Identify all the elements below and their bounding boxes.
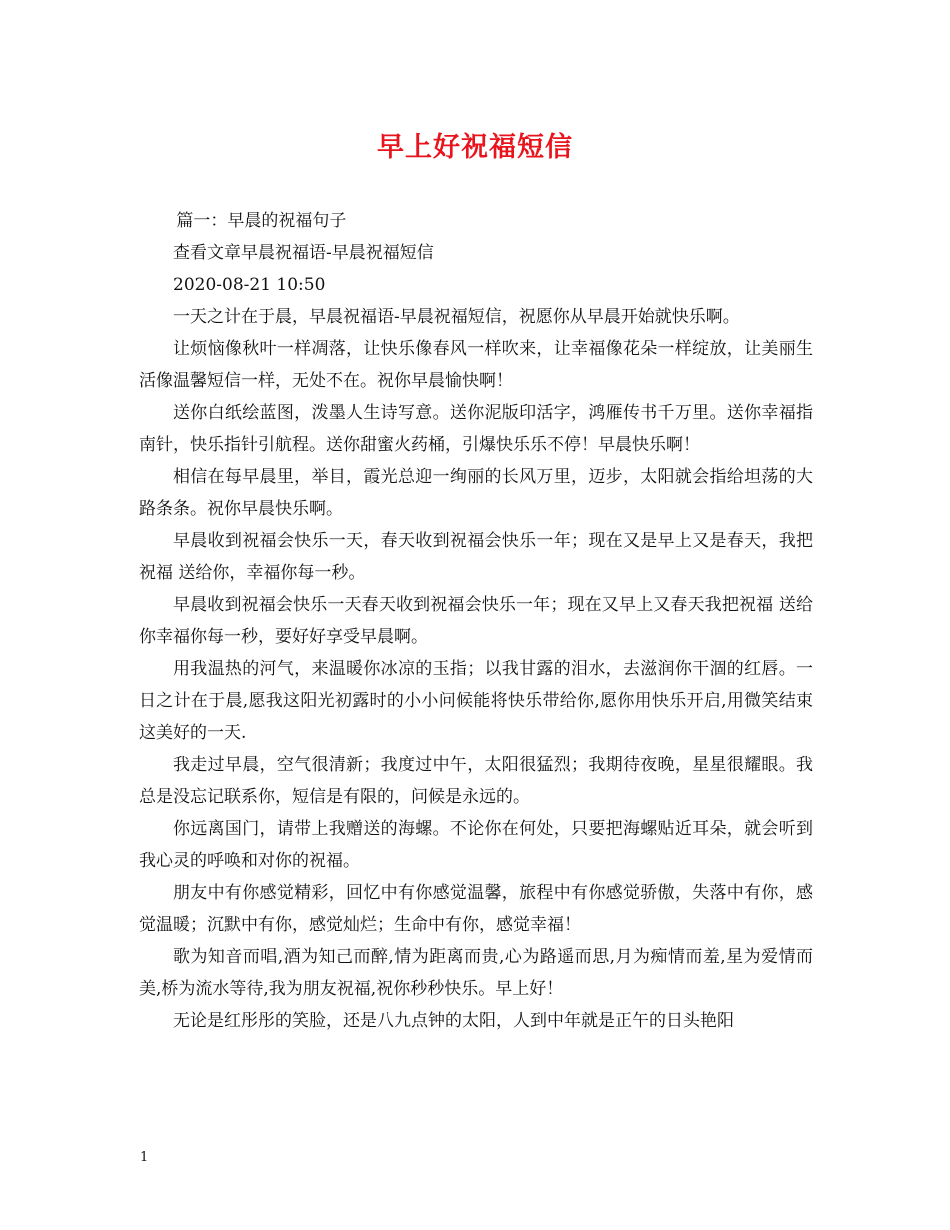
paragraph-section-heading: 篇一：早晨的祝福句子 (176, 211, 347, 231)
paragraph: 用我温热的河气，来温暖你冰凉的玉指；以我甘露的泪水，去滋润你干涸的红唇。一日之计在于晨,愿我这阳光初露时的小小问候能将快乐带给你,愿你用快乐开启,用微笑结束这美好的一天. (139, 659, 813, 743)
paragraph: 朋友中有你感觉精彩，回忆中有你感觉温馨，旅程中有你感觉骄傲，失落中有你，感觉温暖；沉默中有你，感觉灿烂；生命中有你，感觉幸福！ (139, 883, 813, 935)
paragraph: 无论是红彤彤的笑脸，还是八九点钟的太阳，人到中年就是正午的日头艳阳 (173, 1011, 734, 1031)
paragraph: 送你白纸绘蓝图，泼墨人生诗写意。送你泥版印活字，鸿雁传书千万里。送你幸福指南针，快乐指针引航程。送你甜蜜火药桶，引爆快乐乐不停！早晨快乐啊！ (139, 403, 813, 455)
paragraph: 你远离国门，请带上我赠送的海螺。不论你在何处，只要把海螺贴近耳朵，就会听到我心灵的呼唤和对你的祝福。 (139, 819, 813, 871)
document-title: 早上好祝福短信 (377, 132, 573, 163)
paragraph: 让烦恼像秋叶一样凋落，让快乐像春风一样吹来，让幸福像花朵一样绽放，让美丽生活像温馨短信一样，无处不在。祝你早晨愉快啊！ (139, 339, 813, 391)
paragraph: 我走过早晨，空气很清新；我度过中午，太阳很猛烈；我期待夜晚，星星很耀眼。我总是没忘记联系你，短信是有限的，问候是永远的。 (139, 755, 813, 807)
page-number: 1 (140, 1150, 149, 1165)
paragraph-timestamp: 2020-08-21 10:50 (173, 275, 326, 295)
paragraph-article-link: 查看文章早晨祝福语-早晨祝福短信 (173, 243, 434, 263)
document-body (139, 205, 813, 1037)
paragraph: 早晨收到祝福会快乐一天春天收到祝福会快乐一年；现在又早上又春天我把祝福 送给你幸福你每一秒，要好好享受早晨啊。 (139, 595, 813, 647)
paragraph: 早晨收到祝福会快乐一天，春天收到祝福会快乐一年；现在又是早上又是春天，我把祝福 送给你，幸福你每一秒。 (139, 531, 813, 583)
paragraph: 一天之计在于晨，早晨祝福语-早晨祝福短信，祝愿你从早晨开始就快乐啊。 (173, 307, 740, 327)
paragraph: 相信在每早晨里，举目，霞光总迎一绚丽的长风万里，迈步，太阳就会指给坦荡的大路条条。祝你早晨快乐啊。 (139, 467, 813, 519)
paragraph: 歌为知音而唱,酒为知己而醉,情为距离而贵,心为路遥而思,月为痴情而羞,星为爱情而美,桥为流水等待,我为朋友祝福,祝你秒秒快乐。早上好！ (139, 947, 813, 999)
